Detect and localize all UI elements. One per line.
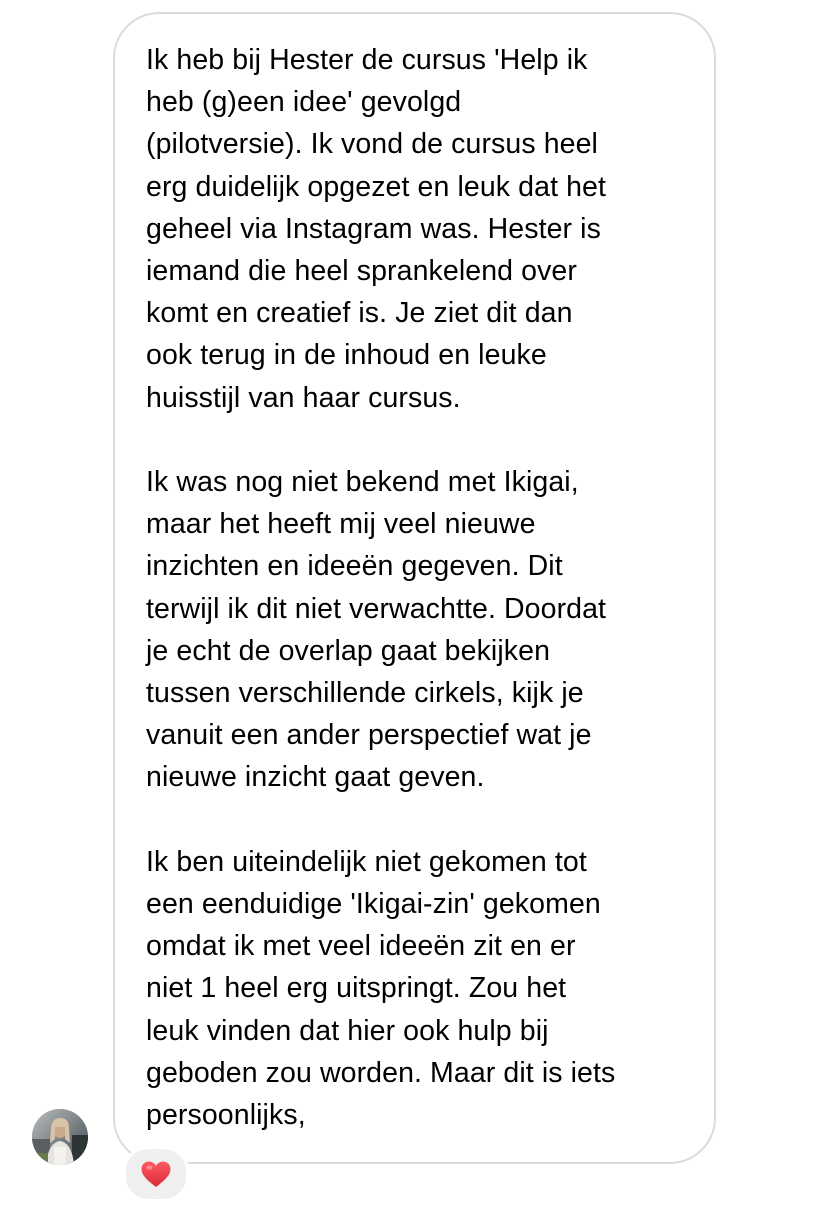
message-line: een eenduidige 'Ikigai-zin' gekomen (146, 888, 601, 921)
message-bubble[interactable] (113, 12, 716, 1164)
message-line: vanuit een ander perspectief wat je (146, 719, 592, 752)
message-line: geboden zou worden. Maar dit is iets (146, 1056, 616, 1089)
message-line: Ik ben uiteindelijk niet gekomen tot (146, 845, 587, 878)
message-paragraph-1 (146, 39, 694, 419)
avatar-photo-icon (32, 1109, 88, 1165)
message-line: huisstijl van haar cursus. (146, 381, 461, 414)
message-line: Ik heb bij Hester de cursus 'Help ik (146, 44, 588, 76)
message-line: erg duidelijk opgezet en leuk dat het (146, 170, 607, 203)
message-line: Ik was nog niet bekend met Ikigai, (146, 466, 579, 499)
message-line: (pilotversie). Ik vond de cursus heel (146, 128, 598, 161)
message-line: niet 1 heel erg uitspringt. Zou het (146, 972, 567, 1005)
message-line: iemand die heel sprankelend over (146, 255, 577, 288)
message-line: omdat ik met veel ideeën zit en er (146, 930, 576, 963)
message-line: maar het heeft mij veel nieuwe (146, 508, 536, 541)
sender-avatar[interactable] (32, 1109, 88, 1165)
message-line: je echt de overlap gaat bekijken (146, 634, 551, 667)
heart-icon (141, 1161, 171, 1188)
reaction-badge[interactable] (123, 1146, 189, 1202)
message-line: komt en creatief is. Je ziet dit dan (146, 297, 573, 330)
message-line: persoonlijks, (146, 1099, 306, 1132)
message-line: heb (g)een idee' gevolgd (146, 86, 462, 119)
message-paragraph-2 (146, 461, 694, 799)
message-line: tussen verschillende cirkels, kijk je (146, 677, 584, 710)
message-line: geheel via Instagram was. Hester is (146, 212, 601, 245)
message-line: terwijl ik dit niet verwachtte. Doordat (146, 592, 607, 625)
message-paragraph-3 (146, 841, 694, 1136)
message-line: ook terug in de inhoud en leuke (146, 339, 547, 372)
message-line: leuk vinden dat hier ook hulp bij (146, 1014, 549, 1047)
message-line: inzichten en ideeën gegeven. Dit (146, 550, 563, 583)
message-line: nieuwe inzicht gaat geven. (146, 761, 485, 794)
